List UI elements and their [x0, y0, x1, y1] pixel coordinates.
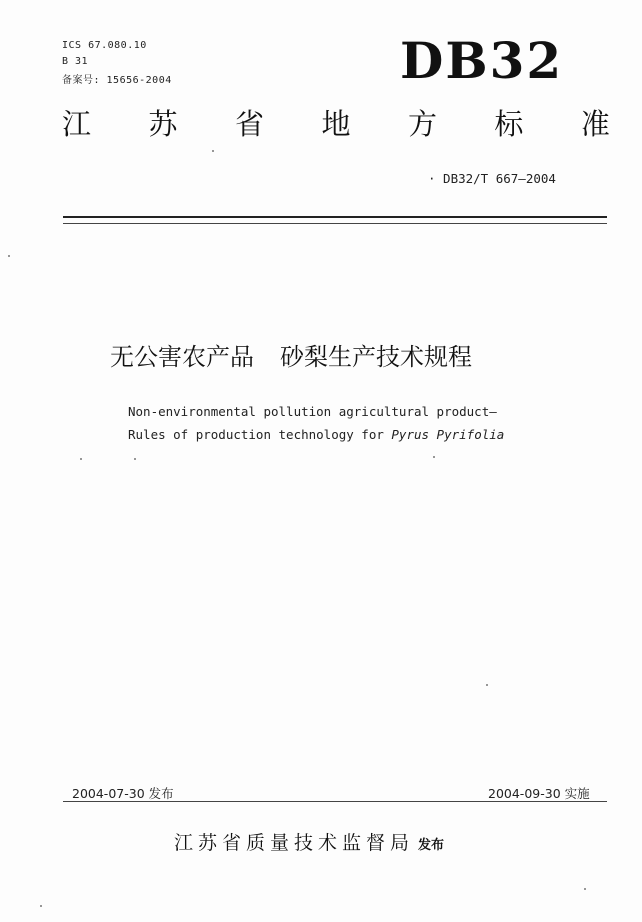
- province-standard-title: [62, 107, 610, 141]
- english-title-species: Pyrus Pyrifolia: [391, 427, 505, 442]
- implementation-date: 2004-09-30 实施: [488, 786, 590, 801]
- scan-speck: [212, 150, 214, 152]
- chinese-title-part2: 砂梨生产技术规程: [280, 343, 472, 371]
- issuer-action: 发布: [418, 838, 445, 853]
- title-char: 江: [62, 107, 92, 141]
- title-char: 方: [407, 107, 437, 141]
- scan-speck: [433, 456, 435, 458]
- footer-rule: [63, 801, 607, 802]
- header-rule-thin: [63, 223, 607, 224]
- scan-speck: [134, 458, 136, 460]
- title-char: 地: [321, 107, 351, 141]
- english-title-prefix: Rules of production technology for: [128, 427, 392, 442]
- scan-speck: [40, 905, 42, 907]
- ics-code: ICS 67.080.10: [62, 40, 147, 51]
- issuer-org: 江苏省质量技术监督局: [174, 832, 415, 854]
- title-char: 准: [580, 107, 610, 141]
- record-number: 备案号: 15656-2004: [62, 75, 172, 86]
- db32-logo: DB32: [400, 31, 564, 90]
- english-title-line2: [128, 427, 504, 442]
- scan-speck: [486, 684, 488, 686]
- english-title-line1: Non-environmental pollution agricultural product—: [128, 404, 497, 419]
- scan-speck: [8, 255, 10, 257]
- standard-number: · DB32/T 667—2004: [428, 171, 556, 186]
- issue-date: 2004-07-30 发布: [72, 786, 174, 801]
- title-char: 省: [234, 107, 264, 141]
- chinese-title: [110, 345, 472, 369]
- chinese-title-part1: 无公害农产品: [110, 343, 254, 371]
- classification-code: B 31: [62, 56, 89, 67]
- title-char: 苏: [148, 107, 178, 141]
- title-char: 标: [494, 107, 524, 141]
- scan-speck: [584, 888, 586, 890]
- issuing-authority: [174, 828, 444, 855]
- scan-speck: [80, 458, 82, 460]
- header-rule-thick: [63, 216, 607, 218]
